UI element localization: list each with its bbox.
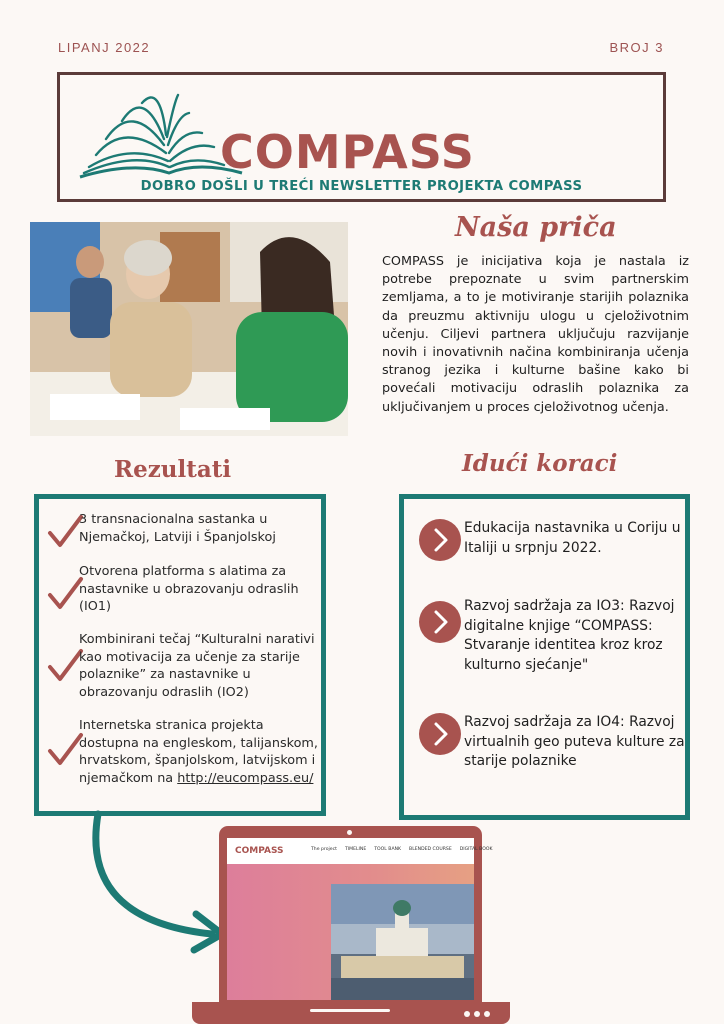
site-nav-item: DIGITAL BOOK <box>459 847 493 852</box>
list-item: Edukacija nastavnika u Coriju u Italiji u srpnju 2022. <box>464 520 681 556</box>
classroom-photo <box>30 222 348 436</box>
compass-logo-text: COMPASS <box>220 125 475 179</box>
results-title: Rezultati <box>114 456 232 483</box>
list-item <box>79 717 324 787</box>
story-paragraph: COMPASS je inicijativa koja je nastala iz potrebe prepoznate u svim partnerskim zemljama, a to je motiviranje starijih polaznika da preuzmu aktivniju ulogu u cjeloživotnim učenju. Ciljevi partnera uključuju razvijanje novih i inovativnih načina kombiniranja učenja stranog jezika i kulturne bašine kako bi povećali motivaciju odraslih polaznika za uključivanjem u proces cjeloživotnog učenja. <box>382 254 689 415</box>
site-nav-item: The project <box>311 847 337 852</box>
chevron-right-icon <box>419 713 461 755</box>
checkmark-icon <box>47 575 83 611</box>
chevron-right-icon <box>419 519 461 561</box>
laptop-dot <box>474 1011 480 1017</box>
site-navbar <box>227 838 493 864</box>
list-item-text: Internetska stranica projekta dostupna na engleskom, talijanskom, hrvatskom, španjolskom, latvijskom i njemačkom na <box>79 718 318 786</box>
laptop-base <box>192 1002 510 1024</box>
list-item: 3 transnacionalna sastanka u Njemačkoj, Latviji i Španjolskoj <box>79 512 276 545</box>
site-nav-item: BLENDED COURSE <box>409 847 452 852</box>
list-item: Razvoj sadržaja za IO3: Razvoj digitalne knjige “COMPASS: Stvaranje identitea kroz kroz kulturno sjećanje" <box>464 598 675 673</box>
chevron-right-icon <box>419 601 461 643</box>
checkmark-icon <box>47 731 83 767</box>
site-nav-items <box>311 847 500 852</box>
next-steps-box <box>399 494 690 820</box>
issue-date: LIPANJ 2022 <box>58 40 151 55</box>
laptop-camera <box>347 830 352 835</box>
next-steps-title: Idući koraci <box>462 450 618 477</box>
list-item: Kombinirani tečaj “Kulturalni narativi kao motivacija za učenje za starije polaznike” za nastavnike u obrazovanju odraslih (IO2) <box>79 632 315 700</box>
list-item: Razvoj sadržaja za IO4: Razvoj virtualnih geo puteva kulture za starije polaznike <box>464 714 685 769</box>
laptop-dot <box>484 1011 490 1017</box>
issue-number: BROJ 3 <box>609 40 664 55</box>
results-box <box>34 494 326 816</box>
cathedral-photo <box>331 884 474 1000</box>
laptop-base-notch <box>310 1009 390 1012</box>
masthead-subtitle: DOBRO DOŠLI U TREĆI NEWSLETTER PROJEKTA COMPASS <box>140 179 583 194</box>
laptop-dot <box>464 1011 470 1017</box>
masthead <box>57 72 666 202</box>
story-title: Naša priča <box>455 212 617 243</box>
checkmark-icon <box>47 647 83 683</box>
website-link[interactable]: http://eucompass.eu/ <box>177 770 314 786</box>
site-nav-item: TIMELINE <box>344 847 367 852</box>
site-nav-item: TOOL BANK <box>374 847 402 852</box>
checkmark-icon <box>47 513 83 549</box>
website-screenshot <box>227 838 493 1000</box>
site-logo: COMPASS <box>235 846 284 856</box>
list-item: Otvorena platforma s alatima za nastavnike u obrazovanju odraslih (IO1) <box>79 564 299 614</box>
